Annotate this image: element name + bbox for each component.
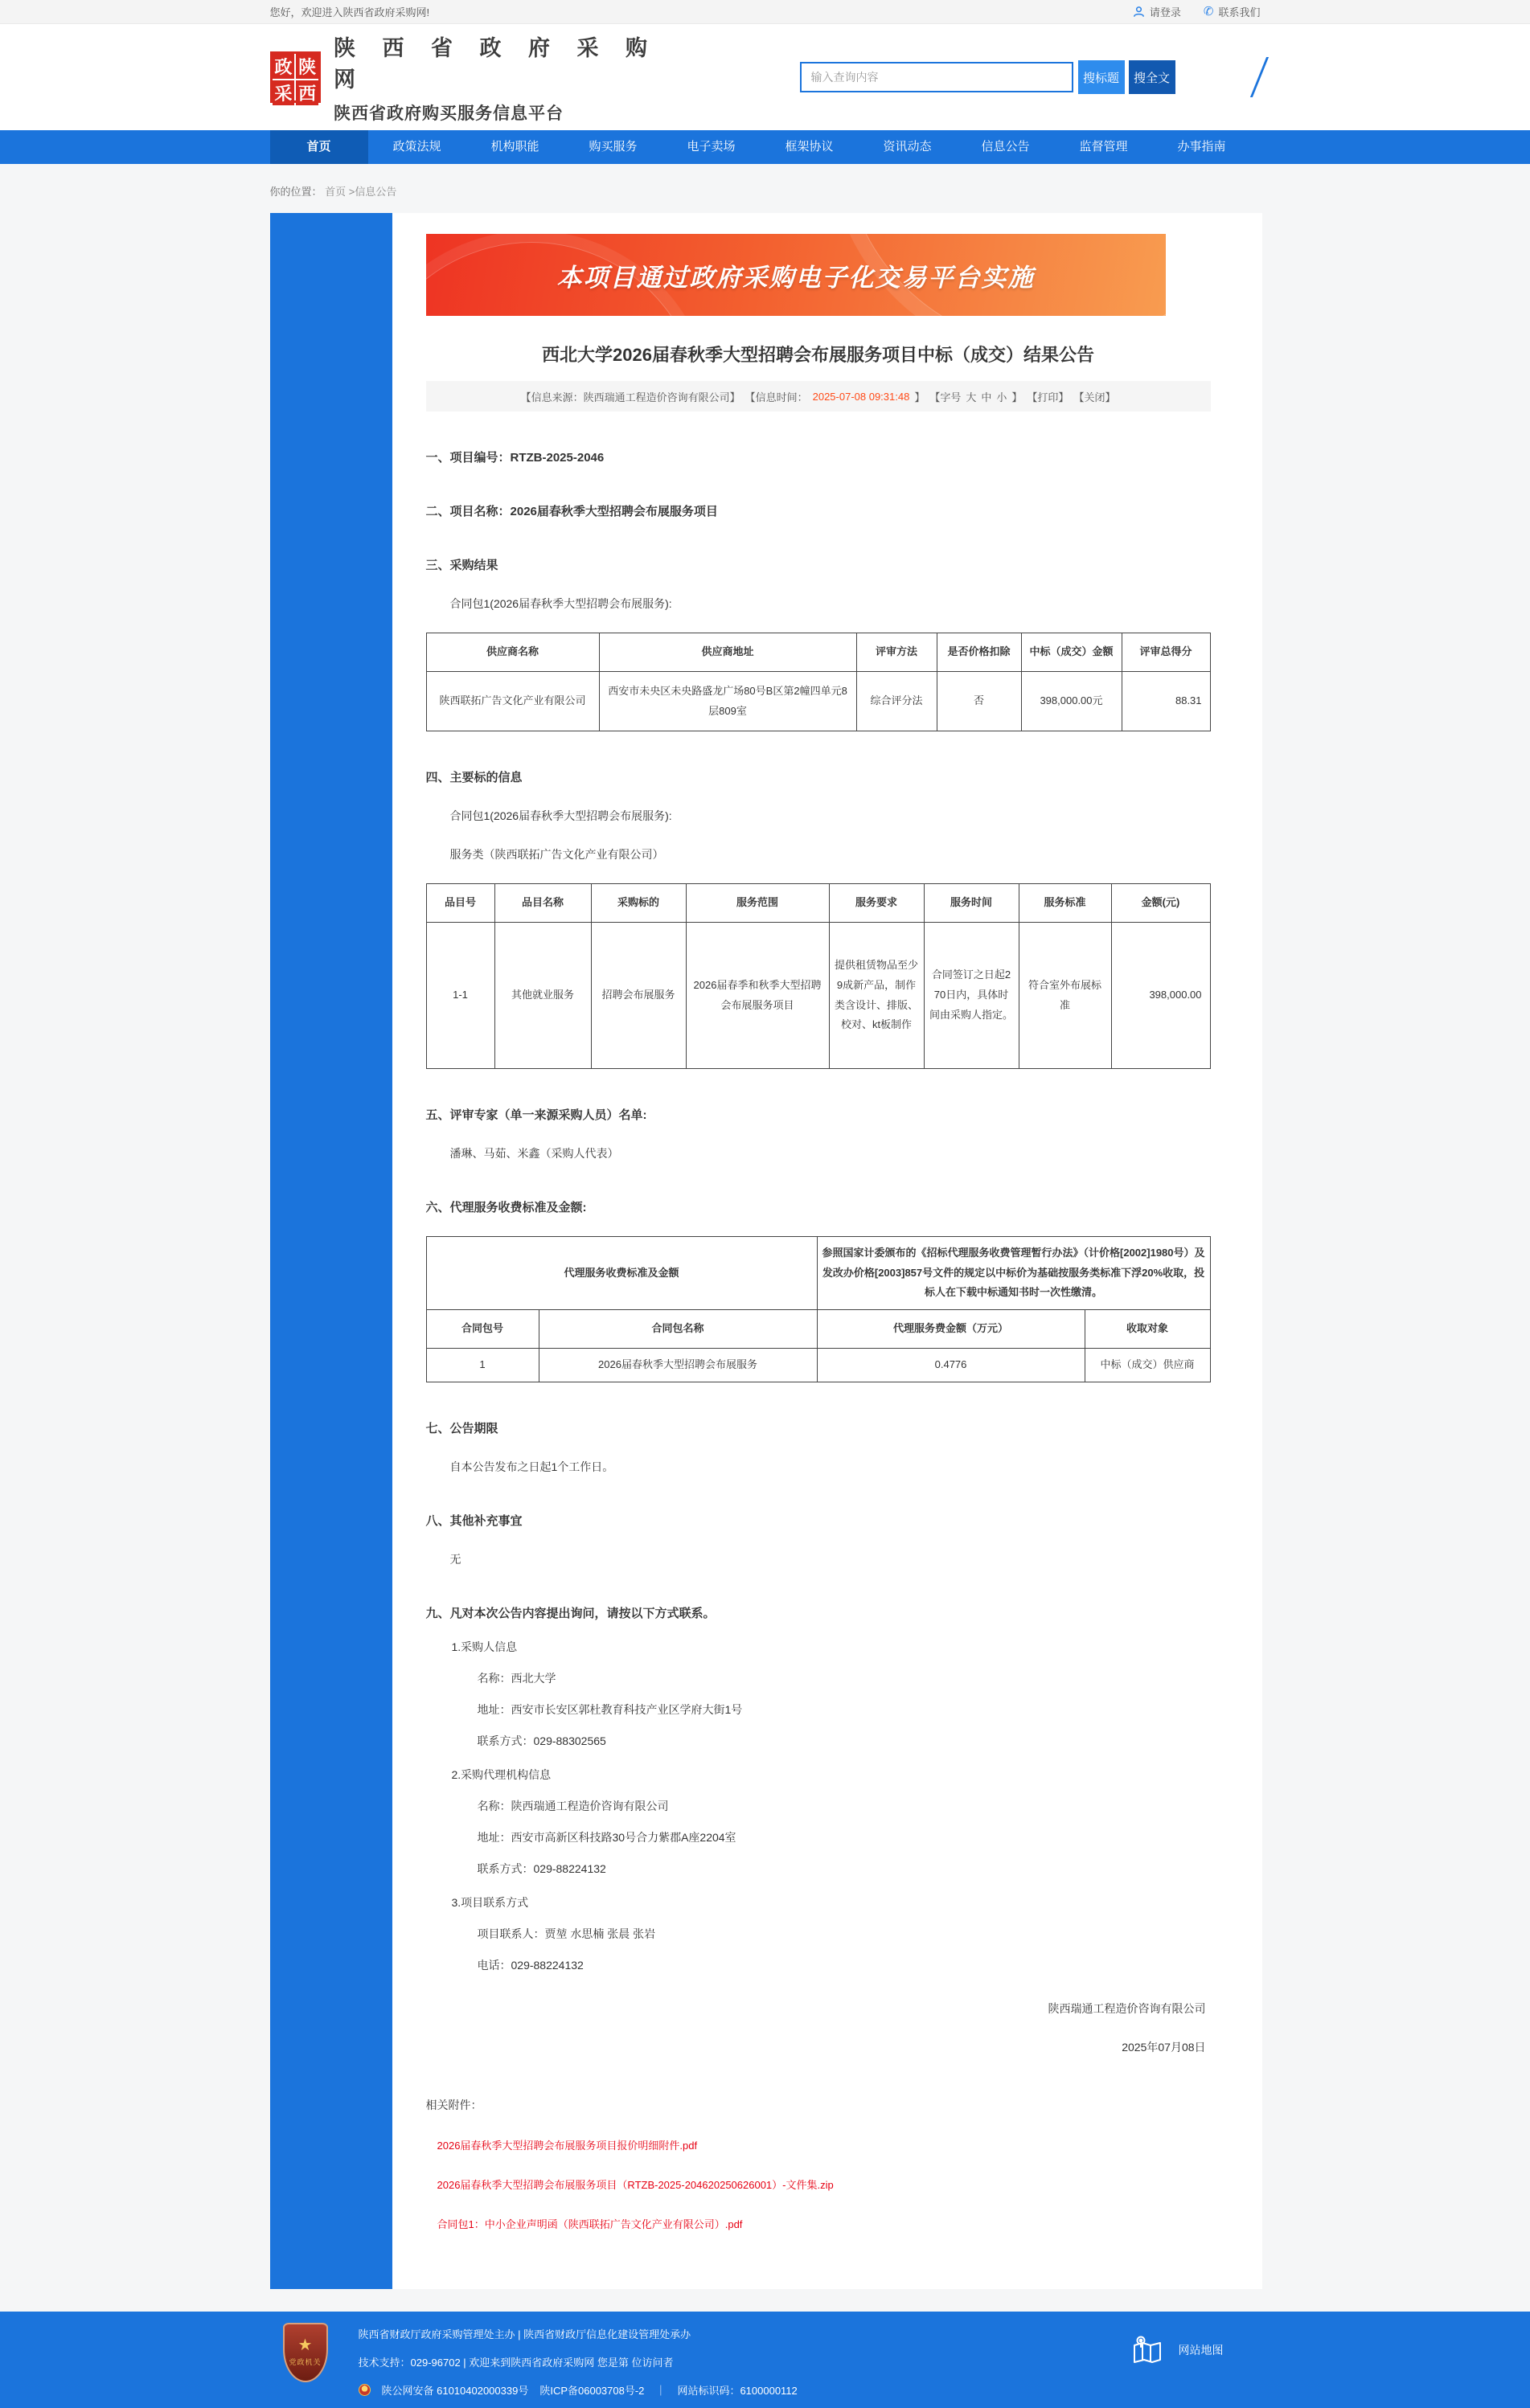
col-package-name: 合同包名称	[539, 1310, 817, 1349]
login-label: 请登录	[1149, 6, 1181, 18]
star-icon: ★	[297, 2336, 313, 2355]
sitemap-link[interactable]	[1130, 2336, 1224, 2365]
purchaser-name: 名称：西北大学	[477, 1671, 556, 1685]
cell-service-requirements: 提供租赁物品至少9成新产品，制作类含设计、排版、校对、kt板制作	[829, 923, 924, 1069]
seal-char: 采	[273, 80, 295, 105]
slash-decoration	[1236, 57, 1268, 97]
col-service-requirements: 服务要求	[829, 884, 924, 923]
fee-standard-label: 代理服务收费标准及金额	[426, 1237, 817, 1310]
col-award-amount: 中标（成交）金额	[1021, 633, 1122, 672]
col-item-no: 品目号	[426, 884, 494, 923]
meta-time-prefix: 【信息时间：	[744, 391, 808, 403]
font-size-large-button[interactable]: 大	[966, 391, 977, 403]
attachments-title: 相关附件：	[425, 2098, 482, 2111]
col-total-score: 评审总得分	[1122, 633, 1210, 672]
project-contact-phone: 电话：029-88224132	[477, 1958, 584, 1972]
col-service-scope: 服务范围	[686, 884, 829, 923]
search-area	[800, 57, 1261, 97]
signature-company: 陕西瑞通工程造价咨询有限公司	[1048, 2001, 1206, 2015]
attachment-link-quotation-pdf[interactable]: 2026届春秋季大型招聘会布展服务项目报价明细附件.pdf	[437, 2139, 698, 2152]
result-table	[426, 633, 1211, 731]
section-1-heading	[426, 448, 1211, 465]
section-7-heading: 七、公告期限	[425, 1421, 498, 1435]
seal-char: 西	[296, 80, 318, 105]
site-footer	[0, 2312, 1530, 2408]
breadcrumb	[270, 164, 1261, 213]
project-number-value: RTZB-2025-2046	[510, 451, 605, 465]
main-nav	[0, 130, 1530, 164]
agency-address: 地址：西安市高新区科技路30号合力紫郡A座2204室	[477, 1830, 736, 1844]
site-code: 网站标识码：6100000112	[677, 2384, 798, 2397]
meta-time: 2025-07-08 09:31:48	[812, 390, 910, 403]
site-name: 陕 西 省 政 府 采 购 网	[334, 35, 658, 92]
cell-total-score: 88.31	[1122, 672, 1210, 731]
contact-label: 联系我们	[1218, 6, 1261, 18]
subject-table-row	[426, 923, 1210, 1069]
other-matters: 无	[449, 1552, 461, 1566]
meta-size-prefix: 【字号	[929, 391, 962, 403]
nav-item-home[interactable]: 首页	[270, 130, 368, 164]
service-category-line: 服务类（陕西联拓广告文化产业有限公司）	[449, 848, 664, 861]
result-table-header-row	[426, 633, 1210, 672]
section-2-heading	[426, 502, 1211, 519]
search-title-button[interactable]: 搜标题	[1078, 60, 1125, 94]
cell-item-name: 其他就业服务	[494, 923, 591, 1069]
font-size-small-button[interactable]: 小	[996, 391, 1007, 403]
attachment-link-sme-declaration-pdf[interactable]: 合同包1：中小企业声明函（陕西联拓广告文化产业有限公司）.pdf	[437, 2218, 743, 2230]
nav-item-functions[interactable]: 机构职能	[490, 140, 539, 154]
login-link[interactable]	[1133, 4, 1181, 19]
experts-line: 潘琳、马茹、米鑫（采购人代表）	[449, 1147, 619, 1160]
fee-table-merged-row	[426, 1237, 1210, 1310]
subject-table-header-row	[426, 884, 1210, 923]
contact-link[interactable]	[1204, 4, 1261, 19]
cell-award-amount: 398,000.00元	[1021, 672, 1122, 731]
left-blue-strip	[270, 213, 392, 2289]
logo[interactable]	[270, 31, 703, 125]
search-fulltext-button[interactable]: 搜全文	[1129, 60, 1175, 94]
col-agency-fee: 代理服务费金额（万元）	[817, 1310, 1085, 1349]
section-4-heading: 四、主要标的信息	[425, 771, 523, 784]
nav-item-purchase-service[interactable]: 购买服务	[589, 140, 638, 154]
col-fee-payer: 收取对象	[1085, 1310, 1210, 1349]
nav-item-framework[interactable]: 框架协议	[785, 140, 834, 154]
col-amount: 金额(元)	[1111, 884, 1210, 923]
cell-supplier-address: 西安市未央区未央路盛龙广场80号B区第2幢四单元8层809室	[599, 672, 856, 731]
purchaser-address: 地址：西安市长安区郭杜教育科技产业区学府大街1号	[477, 1702, 743, 1716]
section-6-heading: 六、代理服务收费标准及金额:	[425, 1201, 587, 1214]
nav-item-news[interactable]: 资讯动态	[883, 140, 932, 154]
col-service-standard: 服务标准	[1019, 884, 1111, 923]
cell-supplier-name: 陕西联拓广告文化产业有限公司	[426, 672, 599, 731]
cell-service-time: 合同签订之日起270日内，具体时间由采购人指定。	[924, 923, 1019, 1069]
section-9-heading: 九、凡对本次公告内容提出询问，请按以下方式联系。	[425, 1606, 716, 1620]
phone-icon: ✆	[1203, 5, 1214, 18]
agency-name: 名称：陕西瑞通工程造价咨询有限公司	[477, 1799, 669, 1812]
cell-package-name: 2026届春秋季大型招聘会布展服务	[539, 1349, 817, 1382]
cell-review-method: 综合评分法	[856, 672, 937, 731]
user-icon	[1133, 6, 1145, 18]
map-icon	[1130, 2336, 1164, 2365]
nav-item-emall[interactable]: 电子卖场	[687, 140, 736, 154]
meta-size-suffix: 】	[1011, 391, 1023, 403]
announcement-period: 自本公告发布之日起1个工作日。	[449, 1460, 614, 1473]
agency-info-title: 2.采购代理机构信息	[451, 1767, 552, 1781]
welcome-text: 您好，欢迎进入陕西省政府采购网!	[269, 6, 430, 18]
agency-phone: 联系方式：029-88224132	[477, 1861, 606, 1875]
nav-item-announcements[interactable]: 信息公告	[981, 140, 1030, 154]
col-supplier-address: 供应商地址	[599, 633, 856, 672]
cell-price-deduction: 否	[937, 672, 1021, 731]
section-8-heading: 八、其他补充事宜	[425, 1513, 523, 1528]
cell-service-scope: 2026届春季和秋季大型招聘会布展服务项目	[686, 923, 829, 1069]
police-registration[interactable]: 陕公网安备 61010402000339号	[381, 2384, 529, 2397]
footer-support-line: 技术支持：029-96702 | 欢迎来到陕西省政府采购网 您是第 位访问者	[358, 2356, 674, 2369]
cell-procurement-subject: 招聘会布展服务	[591, 923, 686, 1069]
cell-agency-fee: 0.4776	[817, 1349, 1085, 1382]
seal-logo-icon	[270, 51, 322, 103]
seal-char: 政	[273, 54, 295, 79]
col-package-no: 合同包号	[426, 1310, 539, 1349]
search-input[interactable]	[800, 62, 1073, 92]
site-header	[0, 24, 1530, 130]
font-size-medium-button[interactable]: 中	[981, 391, 992, 403]
party-government-badge-icon	[283, 2323, 328, 2382]
icp-registration[interactable]: 陕ICP备06003708号-2	[539, 2384, 645, 2397]
breadcrumb-home-link[interactable]: 首页	[325, 186, 347, 198]
project-contact-title: 3.项目联系方式	[451, 1895, 529, 1909]
cell-service-standard: 符合室外布展标准	[1019, 923, 1111, 1069]
signature-date: 2025年07月08日	[1122, 2040, 1206, 2054]
col-item-name: 品目名称	[494, 884, 591, 923]
nav-item-supervision[interactable]: 监督管理	[1079, 140, 1128, 154]
close-button[interactable]: 【关闭】	[1073, 391, 1116, 403]
project-number-label: 一、项目编号：	[425, 451, 511, 465]
package-line: 合同包1(2026届春秋季大型招聘会布展服务):	[449, 597, 672, 610]
col-procurement-subject: 采购标的	[591, 884, 686, 923]
nav-item-policies[interactable]: 政策法规	[392, 140, 441, 154]
shield-label: 党政机关	[289, 2358, 322, 2367]
attachment-link-fileset-zip[interactable]: 2026届春秋季大型招聘会布展服务项目（RTZB-2025-204620250626001）-文件集.zip	[437, 2178, 834, 2191]
banner-text: 本项目通过政府采购电子化交易平台实施	[556, 263, 1035, 292]
seal-char: 陕	[296, 54, 318, 79]
col-price-deduction: 是否价格扣除	[937, 633, 1021, 672]
breadcrumb-current[interactable]: >信息公告	[348, 186, 397, 198]
content-card	[270, 213, 1261, 2289]
fee-standard-description: 参照国家计委颁布的《招标代理服务收费管理暂行办法》（计价格[2002]1980号）及发改办价格[2003]857号文件的规定以中标价为基础按服务类标准下浮20%收取，投标人在下载中标通知书时一次性缴清。	[817, 1237, 1210, 1310]
section-5-heading: 五、评审专家（单一来源采购人员）名单:	[425, 1108, 647, 1122]
nav-item-guide[interactable]: 办事指南	[1177, 140, 1226, 154]
body-area	[0, 164, 1530, 2312]
police-badge-icon	[359, 2384, 371, 2396]
section-3-heading: 三、采购结果	[425, 559, 498, 572]
topbar	[0, 0, 1530, 24]
fee-table	[426, 1236, 1211, 1382]
meta-time-suffix: 】	[914, 391, 925, 403]
col-supplier-name: 供应商名称	[426, 633, 599, 672]
sitemap-label: 网站地图	[1178, 2343, 1224, 2357]
announcement-title: 西北大学2026届春秋季大型招聘会布展服务项目中标（成交）结果公告	[542, 345, 1094, 365]
cell-package-no: 1	[426, 1349, 539, 1382]
project-contact-persons: 项目联系人：贾堃 水思楠 张晨 张岩	[477, 1927, 656, 1940]
cell-amount: 398,000.00	[1111, 923, 1210, 1069]
print-button[interactable]: 【打印】	[1027, 391, 1069, 403]
purchaser-phone: 联系方式：029-88302565	[477, 1734, 606, 1747]
col-service-time: 服务时间	[924, 884, 1019, 923]
fee-table-header-row	[426, 1310, 1210, 1349]
package-line-2: 合同包1(2026届春秋季大型招聘会布展服务):	[449, 809, 672, 822]
project-name-label: 二、项目名称：	[425, 505, 511, 518]
footer-registration-line	[359, 2376, 1261, 2404]
purchaser-info-title: 1.采购人信息	[451, 1640, 518, 1653]
meta-bar	[426, 381, 1211, 412]
breadcrumb-label: 你的位置：	[269, 186, 322, 198]
project-name-value: 2026届春秋季大型招聘会布展服务项目	[510, 505, 718, 518]
meta-source: 【信息来源：陕西瑞通工程造价咨询有限公司】	[520, 391, 740, 403]
site-subtitle: 陕西省政府购买服务信息平台	[334, 104, 564, 123]
platform-banner	[426, 234, 1166, 316]
fee-table-row	[426, 1349, 1210, 1382]
result-table-row	[426, 672, 1210, 731]
footer-organizer-line: 陕西省财政厅政府采购管理处主办 | 陕西省财政厅信息化建设管理处承办	[358, 2328, 691, 2340]
footer-separator: ｜	[655, 2384, 667, 2397]
subject-table	[426, 883, 1211, 1069]
cell-fee-payer: 中标（成交）供应商	[1085, 1349, 1210, 1382]
col-review-method: 评审方法	[856, 633, 937, 672]
signature-block	[426, 2001, 1211, 2055]
announcement-content	[392, 213, 1262, 2289]
cell-item-no: 1-1	[426, 923, 494, 1069]
